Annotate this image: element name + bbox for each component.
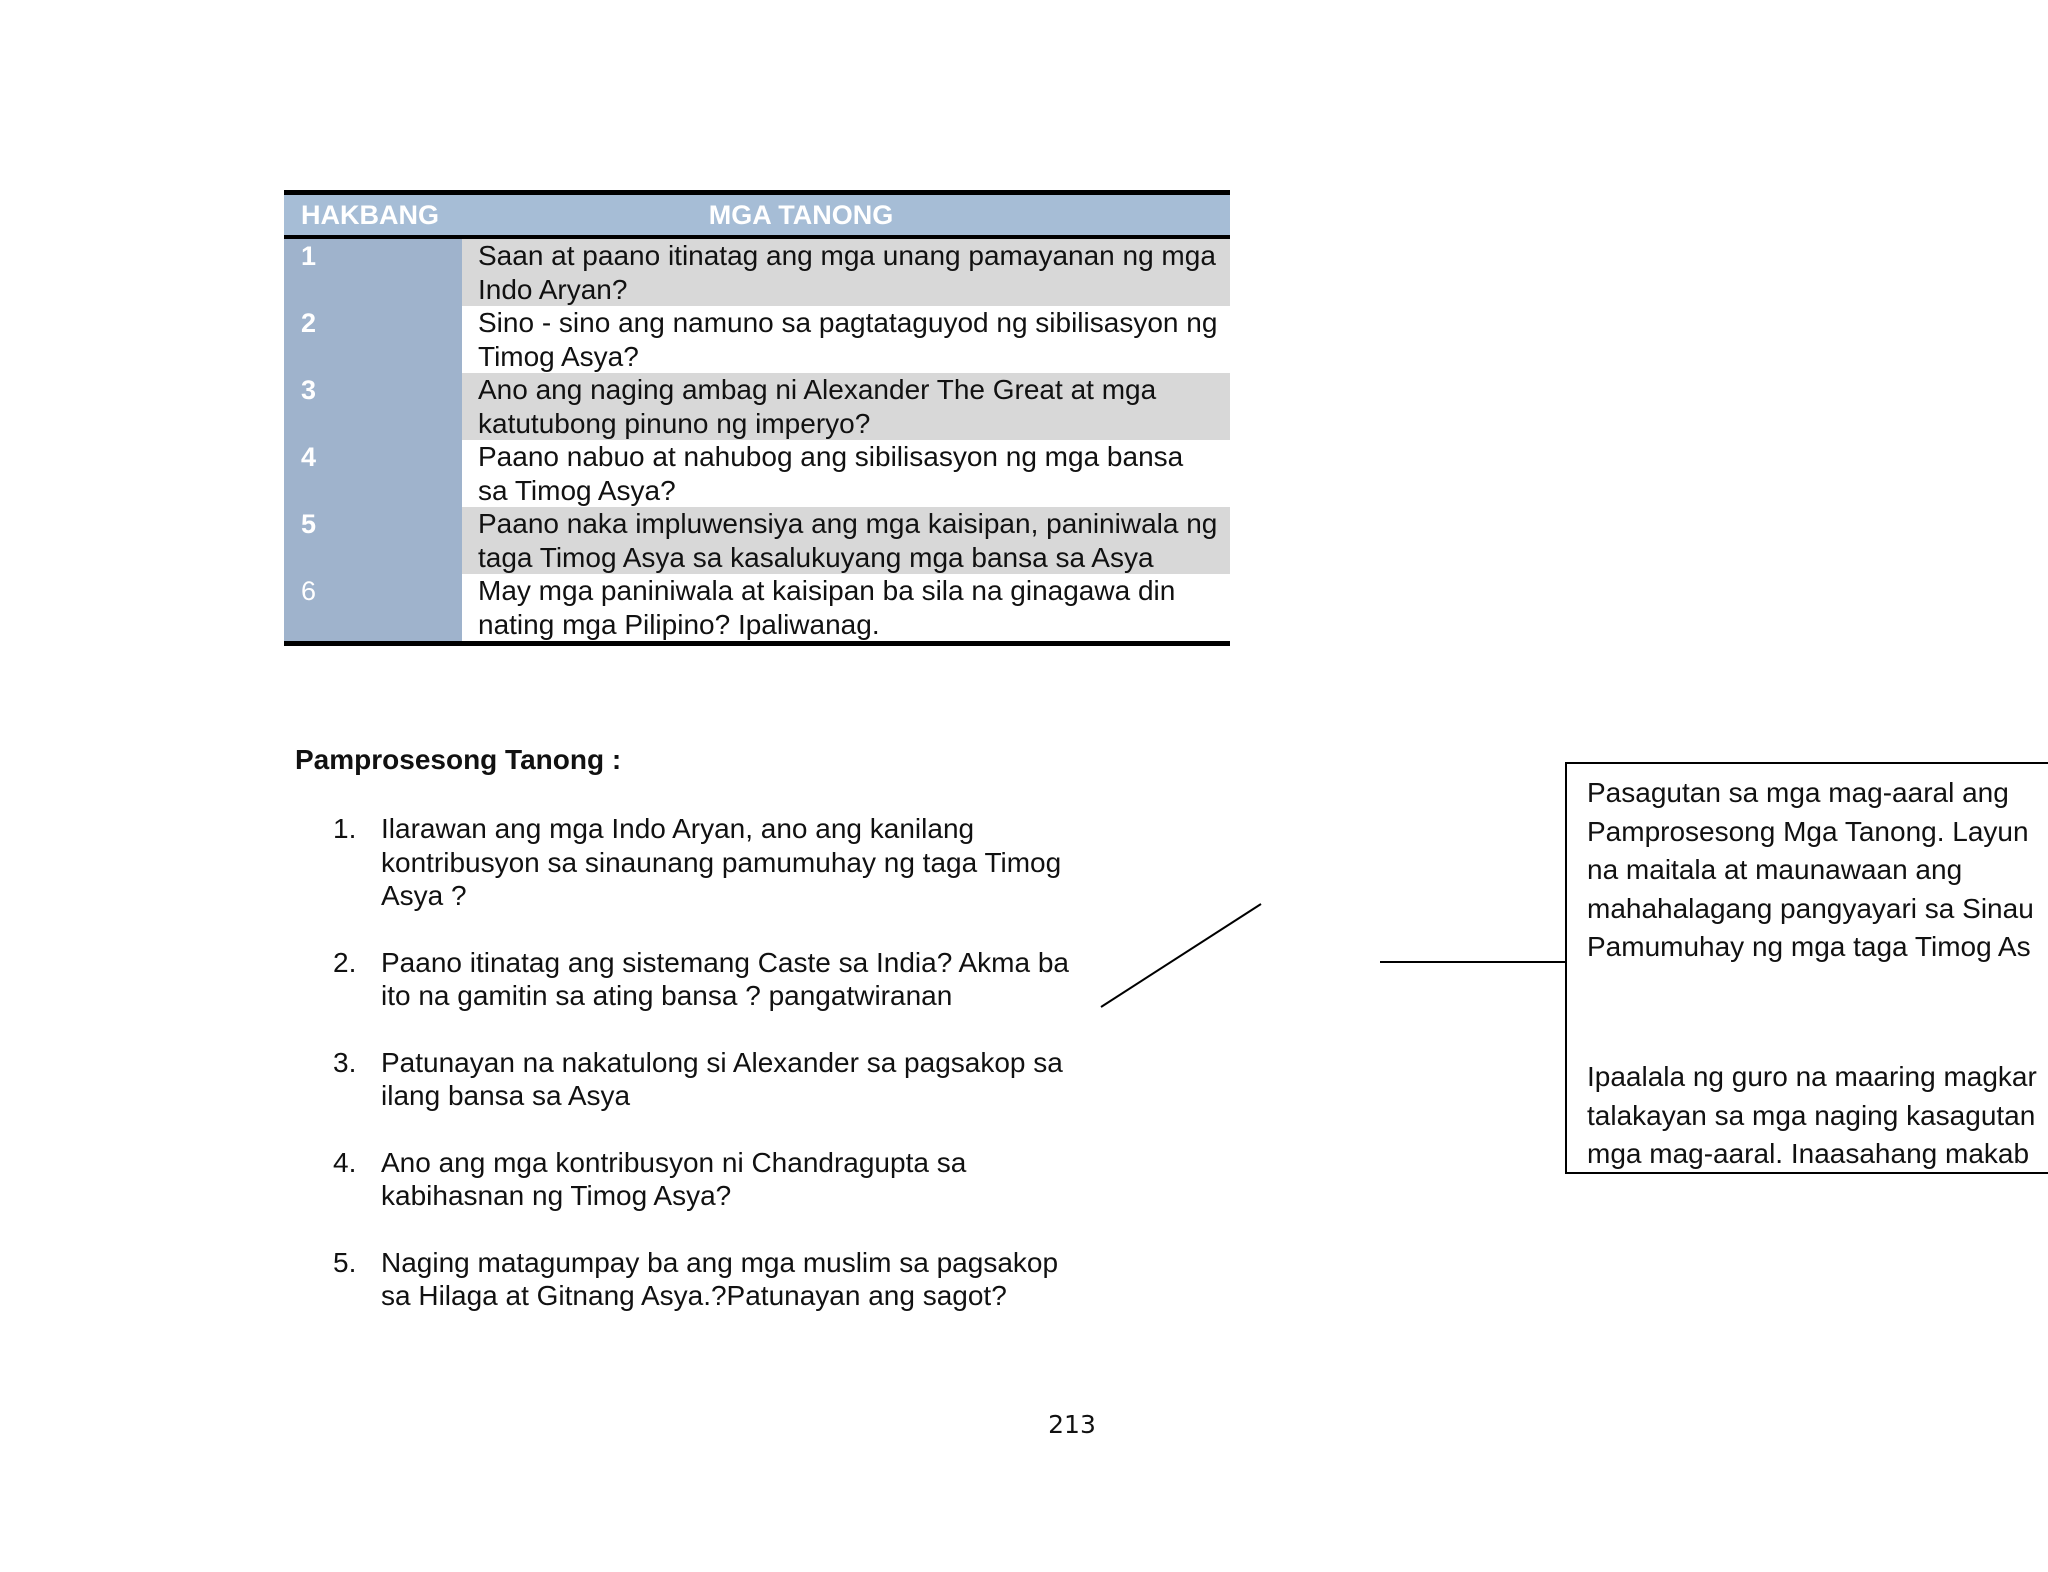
table-header (284, 195, 1230, 239)
row-question: Sino - sino ang namuno sa pagtataguyod ng sibilisasyon ng Timog Asya? (462, 306, 1230, 373)
list-item (333, 1046, 1093, 1113)
list-item (333, 1246, 1093, 1313)
item-number: 1. (333, 813, 357, 844)
row-question: May mga paniniwala at kaisipan ba sila na ginagawa din nating mga Pilipino? Ipaliwanag. (462, 574, 1230, 641)
item-number: 2. (333, 946, 357, 978)
row-number: 4 (284, 440, 462, 507)
item-text: Naging matagumpay ba ang mga muslim sa pagsakop sa Hilaga at Gitnang Asya.?Patunayan ang sagot? (381, 1246, 1059, 1311)
item-number: 4. (333, 1146, 357, 1178)
table-row (284, 507, 1230, 574)
list-item (333, 946, 1093, 1013)
page-number: 213 (1048, 1410, 1096, 1439)
table-row (284, 440, 1230, 507)
diagonal-connector (1101, 904, 1261, 1007)
section-heading: Pamprosesong Tanong : (295, 744, 622, 775)
item-text: Ano ang mga kontribusyon ni Chandragupta sa kabihasnan ng Timog Asya? (381, 1146, 967, 1211)
process-questions-list (333, 812, 1093, 1346)
row-number: 5 (284, 507, 462, 574)
item-text: Ilarawan ang mga Indo Aryan, ano ang kanilang kontribusyon sa sinaunang pamumuhay ng taga Timog Asya ? (381, 813, 1062, 911)
questions-table (284, 190, 1230, 646)
header-mga-tanong: MGA TANONG (708, 199, 894, 230)
row-number: 1 (284, 239, 462, 306)
row-question: Ano ang naging ambag ni Alexander The Great at mga katutubong pinuno ng imperyo? (462, 373, 1230, 440)
list-item (333, 1146, 1093, 1213)
row-question: Saan at paano itinatag ang mga unang pamayanan ng mga Indo Aryan? (462, 239, 1230, 306)
row-number: 6 (284, 574, 462, 641)
header-hakbang: HAKBANG (301, 199, 439, 230)
callout-paragraph-2: Ipaalala ng guro na maaring magkar talakayan sa mga naging kasagutan mga mag-aaral. Inaasahang makab (1587, 1061, 2037, 1169)
row-question: Paano nabuo at nahubog ang sibilisasyon ng mga bansa sa Timog Asya? (462, 440, 1230, 507)
callout-paragraph-1: Pasagutan sa mga mag-aaral ang Pamprosesong Mga Tanong. Layun na maitala at maunawaan ang mahahalagang pangyayari sa Sinau Pamumuhay ng mga taga Timog As (1587, 777, 2034, 962)
table-row (284, 373, 1230, 440)
row-number: 2 (284, 306, 462, 373)
table-row (284, 239, 1230, 306)
teacher-note-callout (1565, 762, 2048, 1174)
item-text: Paano itinatag ang sistemang Caste sa India? Akma ba ito na gamitin sa ating bansa ? pangatwiranan (381, 946, 1069, 1011)
row-number: 3 (284, 373, 462, 440)
table-row (284, 574, 1230, 641)
item-text: Patunayan na nakatulong si Alexander sa pagsakop sa ilang bansa sa Asya (381, 1046, 1063, 1111)
list-item (333, 812, 1093, 913)
item-number: 3. (333, 1046, 357, 1078)
row-question: Paano naka impluwensiya ang mga kaisipan, paniniwala ng taga Timog Asya sa kasalukuyang mga bansa sa Asya (462, 507, 1230, 574)
table-row (284, 306, 1230, 373)
item-number: 5. (333, 1246, 357, 1278)
